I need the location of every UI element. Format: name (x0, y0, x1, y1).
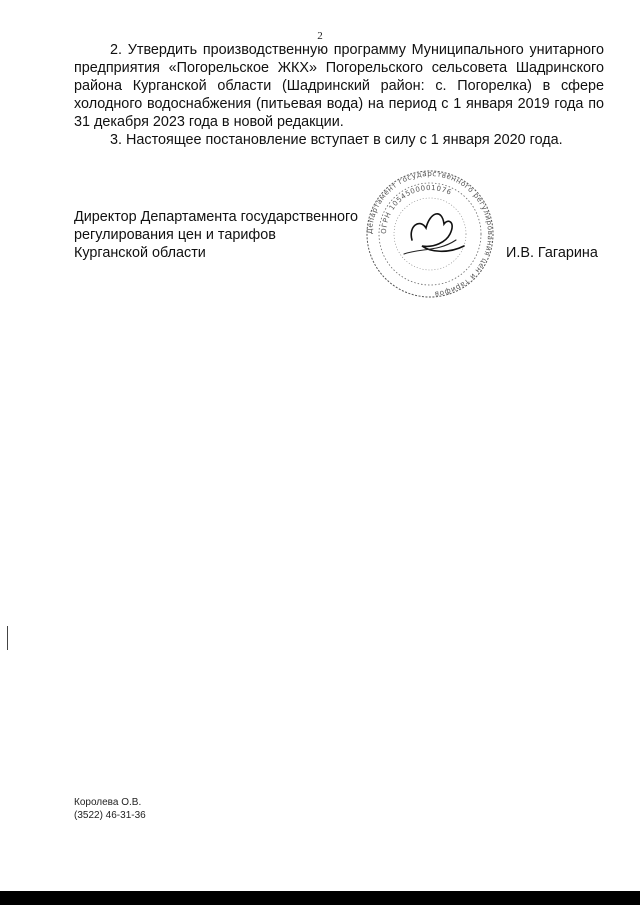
stamp-center-ring (394, 198, 466, 270)
executor-phone: (3522) 46-31-36 (74, 810, 146, 821)
document-body (74, 41, 604, 149)
signatory-position-line-3: Курганской области (74, 245, 206, 261)
official-stamp-with-signature (364, 168, 496, 300)
page-number: 2 (317, 30, 323, 42)
signatory-name: И.В. Гагарина (506, 245, 598, 261)
executor-contact (74, 796, 146, 822)
paragraph-effective-date: 3. Настоящее постановление вступает в силу с 1 января 2020 года. (110, 132, 563, 148)
executor-name: Королева О.В. (74, 797, 142, 808)
stamp-ogrn-text: ОГРН 1054500001076 (379, 183, 454, 235)
handwritten-signature (411, 214, 464, 251)
signatory-position-line-2: регулирования цен и тарифов (74, 227, 276, 243)
signatory-position-line-1: Директор Департамента государственного (74, 209, 358, 225)
stamp-outer-text: Департамент государственного регулирования цен и тарифов (364, 168, 496, 299)
scan-margin-mark (7, 626, 8, 650)
signatory-position (74, 208, 374, 262)
scan-bottom-edge (0, 891, 640, 905)
paragraph-approve-program: 2. Утвердить производственную программу Муниципального унитарного предприятия «Погорельское ЖКХ» Погорельского сельсовета Шадринского района Курганской области (Шадринский район: с. Погорелка) в сфере холодного водоснабжения (питьевая вода) на период с 1 января 2019 года по 31 декабря 2023 года в новой редакции. (74, 42, 604, 130)
